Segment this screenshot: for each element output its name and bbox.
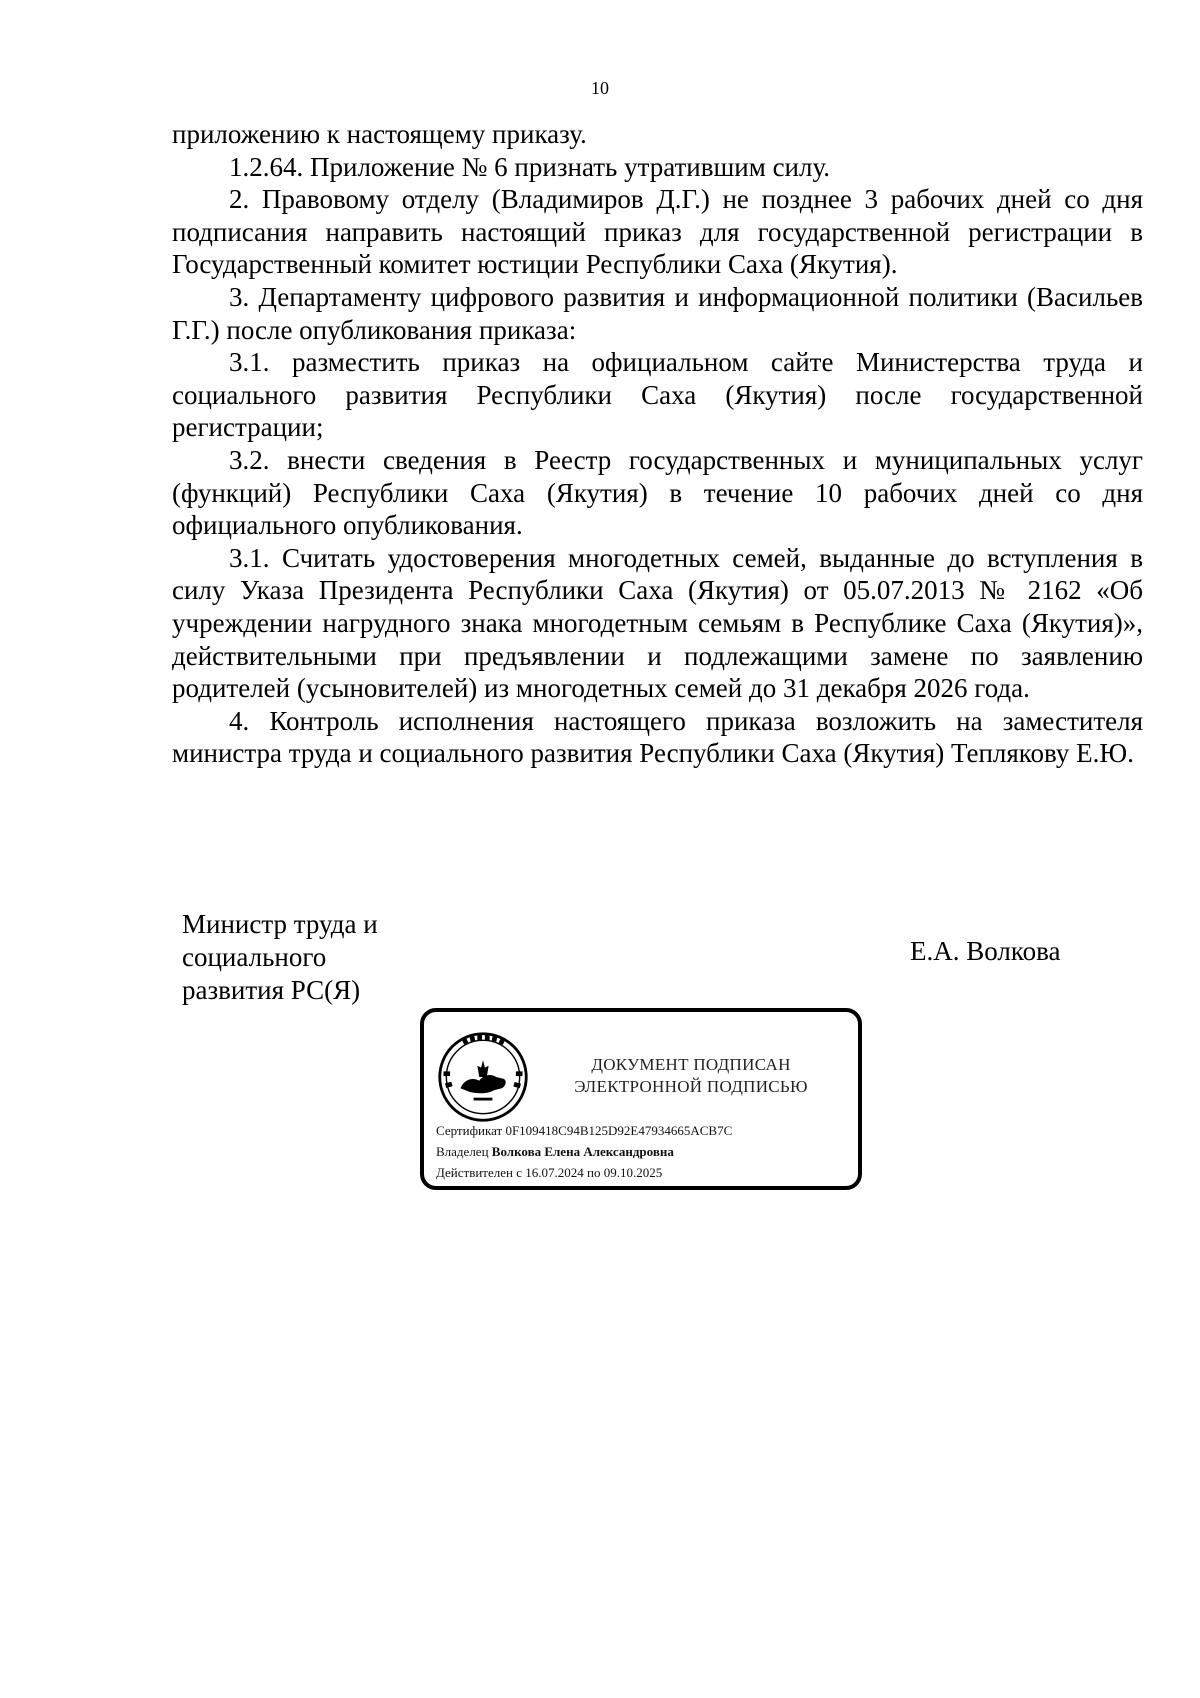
paragraph-continuation: приложению к настоящему приказу. (172, 119, 587, 149)
paragraph-3-2: 3.2. внести сведения в Реестр государственных и муниципальных услуг (функций) Республики Саха (Якутия) в течение 10 рабочих дней со дня официального опубликования. (172, 444, 1143, 541)
validity-to-word: по (587, 1165, 601, 1180)
electronic-signature-stamp (420, 1008, 862, 1190)
certificate-value: 0F109418C94B125D92E47934665ACB7C (505, 1123, 733, 1138)
paragraph-2: 2. Правовому отделу (Владимиров Д.Г.) не позднее 3 рабочих дней со дня подписания направить настоящий приказ для государственной регистрации в Государственный комитет юстиции Республики Саха (Якутия). (172, 184, 1143, 280)
stamp-heading-line: ДОКУМЕНТ ПОДПИСАН (591, 1055, 791, 1074)
paragraph-3-1: 3.1. разместить приказ на официальном сайте Министерства труда и социального развития Республики Саха (Якутия) после государственной регистрации; (172, 347, 1143, 443)
stamp-heading-line: ЭЛЕКТРОННОЙ ПОДПИСЬЮ (574, 1077, 808, 1096)
validity-from-word: с (516, 1165, 522, 1180)
signatory-position (182, 908, 378, 1007)
stamp-heading (536, 1054, 846, 1098)
owner-value: Волкова Елена Александровна (491, 1144, 674, 1159)
validity-from-date: 16.07.2024 (525, 1165, 584, 1180)
signatory-position-line: Министр труда и (182, 909, 378, 939)
signatory-name: Е.А. Волкова (910, 936, 1061, 966)
signatory-position-line: развития РС(Я) (182, 975, 361, 1005)
validity-label: Действителен (436, 1165, 513, 1180)
certificate-label: Сертификат (436, 1123, 503, 1138)
paragraph-1-2-64: 1.2.64. Приложение № 6 признать утратившим силу. (229, 151, 831, 182)
certificate-row (436, 1120, 732, 1141)
paragraph-3-1-certificates: 3.1. Считать удостоверения многодетных семей, выданные до вступления в силу Указа Президента Республики Саха (Якутия) от 05.07.2013 № 2162 «Об учреждении нагрудного знака многодетным семьям в Республике Саха (Якутия)», действительными при предъявлении и подлежащими замене по заявлению родителей (усыновителей) из многодетных семей до 31 декабря 2026 года. (172, 542, 1143, 704)
owner-label: Владелец (436, 1144, 489, 1159)
coat-of-arms-emblem-icon (436, 1030, 530, 1124)
paragraph-3: 3. Департаменту цифрового развития и информационной политики (Васильев Г.Г.) после опубликования приказа: (172, 281, 1143, 345)
order-body-text (172, 118, 1143, 770)
stamp-details (436, 1120, 732, 1183)
paragraph-4: 4. Контроль исполнения настоящего приказа возложить на заместителя министра труда и социального развития Республики Саха (Якутия) Теплякову Е.Ю. (172, 705, 1143, 769)
validity-row (436, 1162, 732, 1183)
validity-to-date: 09.10.2025 (603, 1165, 663, 1180)
signatory-position-line: социального (182, 942, 327, 972)
page-number: 10 (591, 78, 609, 98)
owner-row (436, 1141, 732, 1162)
